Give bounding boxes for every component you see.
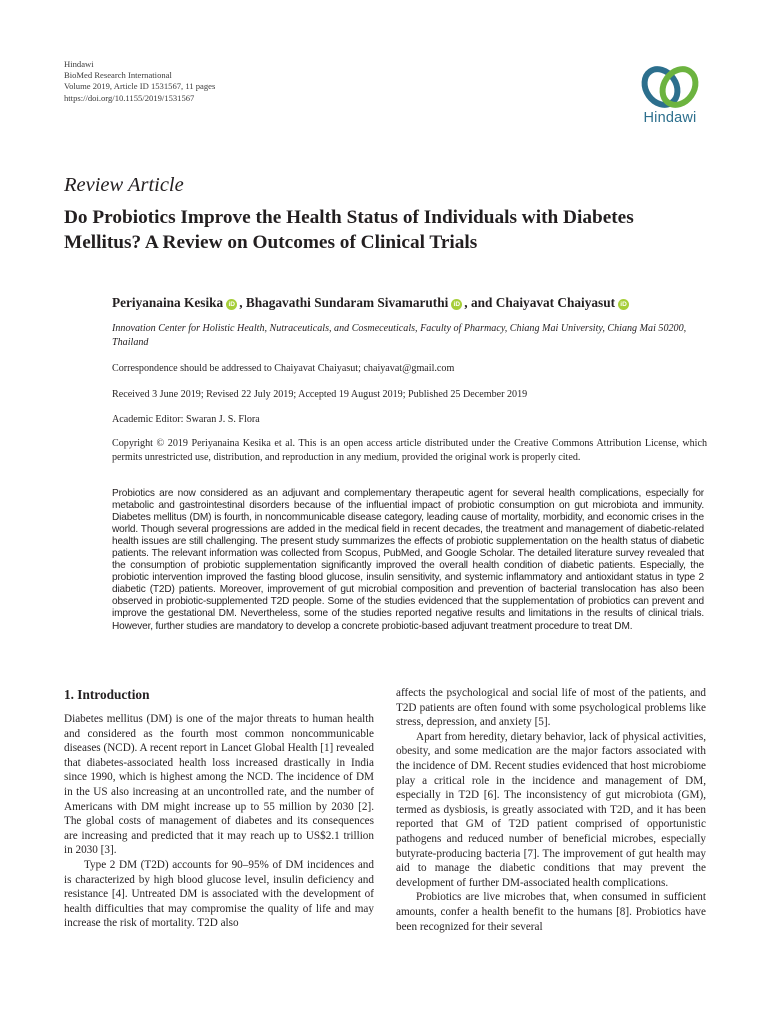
body-paragraph: Probiotics are live microbes that, when consumed in sufficient amounts, confer a health benefit to the humans [8]. Probiotics have been recognized for their several	[396, 891, 706, 933]
body-paragraph: affects the psychological and social life of most of the patients, and T2D patients are often found with some psychological problems like stress, depression, and anxiety [5].	[396, 687, 706, 729]
author-name[interactable]: Chaiyavat Chaiyasut	[495, 295, 616, 310]
body-column-right	[396, 686, 706, 934]
author-separator: ,	[239, 295, 246, 310]
journal-name: BioMed Research International	[64, 70, 172, 81]
correspondence: Correspondence should be addressed to Chaiyavat Chaiyasut; chaiyavat@gmail.com	[112, 363, 455, 374]
orcid-icon[interactable]: iD	[451, 299, 462, 310]
orcid-icon[interactable]: iD	[618, 299, 629, 310]
body-paragraph: Apart from heredity, dietary behavior, lack of physical activities, obesity, and some medication are the major factors associated with the incidence of DM. Recent studies evidenced that host microbiome play a critical role in the incidence and management of DM, especially in T2D [6]. The inconsistency of gut microbiota (GM), termed as dysbiosis, is greatly associated with T2D, and it has been reported that GM of T2D patient comprised of opportunistic pathogens and reduced number of beneficial microbes, especially butyrate-producing bacteria [7]. The improvement of gut health may aid to manage the diabetic conditions that may prevent the development of further DM-associated health complications.	[396, 730, 706, 889]
author-name[interactable]: Periyanaina Kesika	[112, 295, 224, 310]
article-type: Review Article	[64, 174, 184, 196]
body-paragraph: Diabetes mellitus (DM) is one of the major threats to human health and considered as the fourth most common noncommunicable diseases (NCD). A recent report in Lancet Global Health [1] revealed that diabetes-associated health loss increased drastically in India since 1990, which is highest among the NCD. The incidence of DM in the US also increasing at an uncontrolled rate, and the number of Americans with DM might increase up to 55 million by 2030 [2]. The global costs of management of diabetes and its consequences are increasing and predicted that it may reach up to US$2.1 trillion in 2030 [3].	[64, 713, 374, 857]
author-separator: , and	[464, 295, 496, 310]
orcid-icon[interactable]: iD	[226, 299, 237, 310]
doi-link[interactable]: https://doi.org/10.1155/2019/1531567	[64, 92, 195, 103]
hindawi-logo-text: Hindawi	[643, 110, 697, 126]
body-column-left	[64, 686, 374, 931]
hindawi-logo-icon	[639, 63, 701, 111]
journal-meta	[64, 59, 215, 104]
hindawi-logo	[632, 63, 708, 133]
article-title: Do Probiotics Improve the Health Status of Individuals with Diabetes Mellitus? A Review on Outcomes of Clinical Trials	[64, 207, 634, 253]
affiliation: Innovation Center for Holistic Health, Nutraceuticals, and Cosmeceuticals, Faculty of Pharmacy, Chiang Mai University, Chiang Mai 50200, Thailand	[112, 323, 687, 348]
publisher-name: Hindawi	[64, 59, 94, 69]
body-paragraph: Type 2 DM (T2D) accounts for 90–95% of DM incidences and is characterized by high blood glucose level, insulin deficiency and resistance [4]. Untreated DM is associated with the development of health difficulties that may compromise the quality of life and may increase the risk of mortality. T2D also	[64, 858, 374, 930]
copyright-notice: Copyright © 2019 Periyanaina Kesika et al. This is an open access article distributed under the Creative Commons Attribution License, which permits unrestricted use, distribution, and reproduction in any medium, provided the original work is properly cited.	[112, 438, 707, 463]
author-list	[112, 295, 712, 311]
academic-editor: Academic Editor: Swaran J. S. Flora	[112, 414, 260, 425]
publication-dates: Received 3 June 2019; Revised 22 July 2019; Accepted 19 August 2019; Published 25 December 2019	[112, 389, 528, 400]
abstract: Probiotics are now considered as an adjuvant and complementary therapeutic agent for several health complications, especially for metabolic and gastrointestinal disorders because of the influential impact of probiotic consumption on gut microbiota and immunity. Diabetes mellitus (DM) is fourth, in noncommunicable disease category, leading cause of mortality, morbidity, and economic crises in the world. Though several progressions are added in the medical field in recent decades, the treatment and management of diabetic-related health issues are still challenging. The present study summarizes the effects of probiotic supplementation on the health status of diabetic patients. The relevant information was collected from Scopus, PubMed, and Google Scholar. The detailed literature survey revealed that the consumption of probiotic supplementation significantly improved the overall health condition of diabetic patients. Especially, the probiotic intervention improved the fasting blood glucose, insulin sensitivity, and systemic inflammatory and antioxidant status in type 2 diabetic (T2D) patients. Moreover, improvement of gut microbial composition and prevention of bacterial translocation has also been observed in probiotic-supplemented T2D people. Some of the studies evidenced that the supplementation of probiotics can prevent and improve the gestational DM. Nevertheless, some of the studies reported negative results and limitations in the results of clinical trials. However, further studies are mandatory to develop a concrete probiotic-based adjuvant treatment procedure to treat DM.	[112, 488, 704, 632]
section-heading: 1. Introduction	[64, 687, 150, 702]
author-name[interactable]: Bhagavathi Sundaram Sivamaruthi	[245, 295, 449, 310]
volume-line: Volume 2019, Article ID 1531567, 11 pages	[64, 81, 216, 92]
